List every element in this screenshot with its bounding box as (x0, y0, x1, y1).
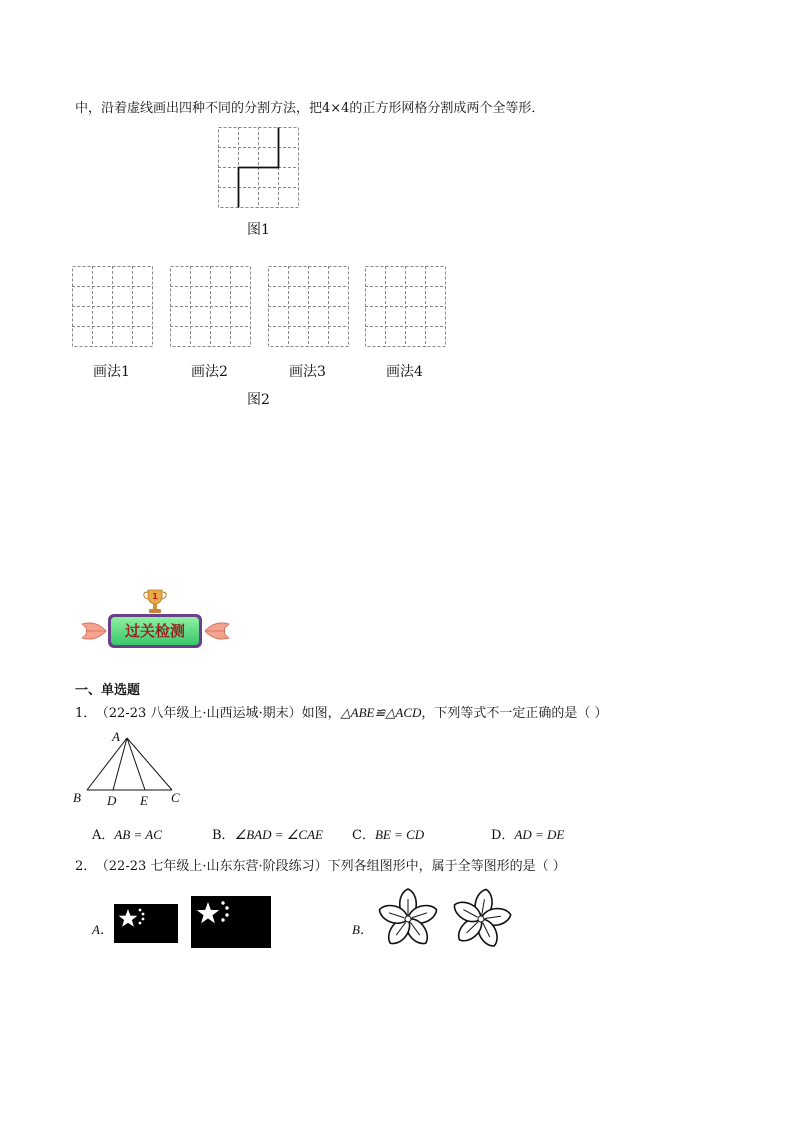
vertex-label-d: D (107, 793, 117, 808)
trophy-icon (142, 588, 168, 616)
flag-large-image (191, 896, 271, 948)
q1-option-c[interactable] (352, 827, 424, 844)
option-expr: BE = CD (374, 827, 425, 842)
question-1-number: 1． (75, 706, 97, 721)
q2-option-a-letter[interactable]: A． (92, 922, 113, 937)
question-2-number: 2． (75, 859, 97, 874)
vertex-label-e: E (140, 793, 148, 808)
q1-option-a[interactable] (92, 827, 162, 844)
badge-label: 过关检测 (124, 622, 186, 640)
figure-2-caption: 图2 (247, 392, 270, 408)
figure-2-grid-4[interactable] (365, 266, 447, 348)
flower-image-1 (375, 888, 441, 950)
question-2-source: （22-23 七年级上·山东东营·阶段练习） (102, 859, 328, 874)
svg-text:1: 1 (152, 592, 158, 601)
question-1-text-b: ，下列等式不一定正确的是（ ） (421, 706, 608, 721)
leaf-icon (78, 620, 108, 642)
question-1-triangle-figure (70, 726, 190, 808)
vertex-label-c: C (171, 790, 180, 805)
leaf-icon (203, 620, 233, 642)
figure-2-grid-1[interactable] (72, 266, 154, 348)
option-letter: C． (352, 828, 375, 843)
option-expr: ∠BAD = ∠CAE (234, 827, 323, 842)
method-1-label: 画法1 (93, 364, 130, 380)
question-2-stem (75, 859, 566, 875)
option-letter: B． (212, 828, 235, 843)
method-2-label: 画法2 (191, 364, 228, 380)
question-1-relation: △ABE≌△ACD (340, 705, 422, 720)
method-3-label: 画法3 (289, 364, 326, 380)
flag-small-image (114, 904, 178, 943)
option-letter: A． (92, 828, 115, 843)
method-4-label: 画法4 (386, 364, 423, 380)
intro-text: 中，沿着虚线画出四种不同的分割方法，把4×4的正方形网格分割成两个全等形． (75, 101, 545, 116)
figure-2-grid-3[interactable] (268, 266, 350, 348)
option-expr: AD = DE (514, 827, 565, 842)
figure-1-caption: 图1 (247, 222, 270, 238)
badge-box (107, 613, 203, 649)
option-expr: AB = AC (114, 827, 162, 842)
q1-option-b[interactable] (212, 827, 323, 844)
question-1-text-a: 如图， (301, 706, 341, 721)
question-1-stem (75, 705, 608, 722)
vertex-label-b: B (73, 790, 81, 805)
figure-2-grid-2[interactable] (170, 266, 252, 348)
section-heading: 一、单选题 (75, 683, 141, 698)
vertex-label-a: A (112, 729, 120, 744)
flower-image-2 (448, 888, 514, 950)
question-2-text: 下列各组图形中，属于全等图形的是（ ） (327, 859, 566, 874)
option-letter: D． (491, 828, 515, 843)
q1-option-d[interactable] (491, 827, 564, 844)
q2-option-b-letter[interactable]: B． (352, 922, 373, 937)
question-1-source: （22-23 八年级上·山西运城·期末） (102, 706, 302, 721)
figure-1-grid (218, 127, 300, 209)
